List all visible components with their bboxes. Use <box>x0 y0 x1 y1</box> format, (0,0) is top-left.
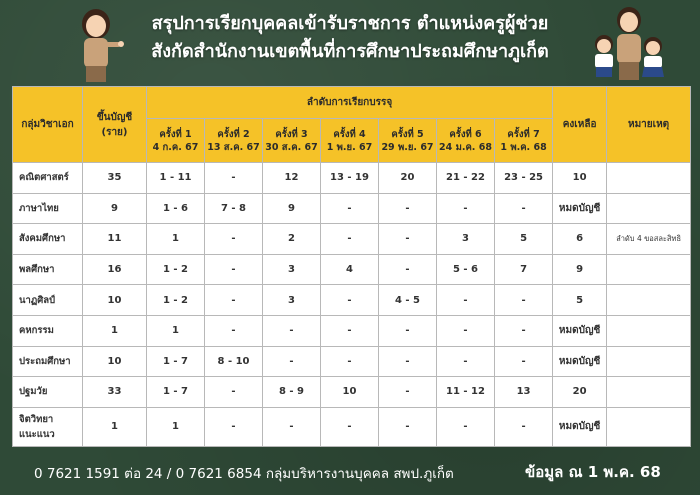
cell-call-4: - <box>321 346 379 377</box>
table-row <box>13 285 691 316</box>
cell-subject: พลศึกษา <box>13 254 83 285</box>
cell-registered: 1 <box>83 315 147 346</box>
cell-remaining: 20 <box>553 377 607 408</box>
header-call-5 <box>379 119 437 163</box>
call-label: ครั้งที่ 4 <box>333 128 366 140</box>
page-title-line1: สรุปการเรียกบุคคลเข้ารับราชการ ตำแหน่งครูผู้ช่วย <box>151 13 549 34</box>
call-label: ครั้งที่ 6 <box>449 128 482 140</box>
call-date: 4 ก.ค. 67 <box>152 141 199 153</box>
cell-note <box>607 315 691 346</box>
call-date: 13 ส.ค. 67 <box>207 141 260 153</box>
cell-call-7: 5 <box>495 224 553 255</box>
cell-call-3: - <box>263 346 321 377</box>
cell-call-4: - <box>321 285 379 316</box>
cell-note <box>607 163 691 194</box>
cell-remaining: 5 <box>553 285 607 316</box>
header-subject: กลุ่มวิชาเอก <box>13 87 83 163</box>
student-illustration-boy <box>590 34 618 78</box>
cell-call-3: 3 <box>263 285 321 316</box>
cell-call-5: - <box>379 377 437 408</box>
cell-call-4: - <box>321 193 379 224</box>
cell-call-5: - <box>379 224 437 255</box>
table-row <box>13 224 691 255</box>
cell-call-2: - <box>205 377 263 408</box>
call-date: 29 พ.ย. 67 <box>381 141 434 153</box>
cell-call-5: - <box>379 315 437 346</box>
cell-call-6: - <box>437 315 495 346</box>
cell-call-7: 23 - 25 <box>495 163 553 194</box>
cell-call-3: 8 - 9 <box>263 377 321 408</box>
cell-call-1: 1 <box>147 224 205 255</box>
table-row <box>13 407 691 446</box>
cell-call-6: - <box>437 346 495 377</box>
cell-call-4: - <box>321 315 379 346</box>
cell-call-7: - <box>495 193 553 224</box>
header-call-4 <box>321 119 379 163</box>
call-label: ครั้งที่ 2 <box>217 128 250 140</box>
cell-subject: คณิตศาสตร์ <box>13 163 83 194</box>
cell-registered: 10 <box>83 346 147 377</box>
cell-subject: ภาษาไทย <box>13 193 83 224</box>
cell-call-5: - <box>379 346 437 377</box>
page-title-line2: สังกัดสำนักงานเขตพื้นที่การศึกษาประถมศึกษาภูเก็ต <box>151 41 549 62</box>
cell-subject: จิตวิทยา แนะแนว <box>13 407 83 446</box>
recruitment-table <box>12 86 691 447</box>
cell-call-3: 9 <box>263 193 321 224</box>
cell-note: ลำดับ 4 ขอสละสิทธิ <box>607 224 691 255</box>
cell-call-2: - <box>205 254 263 285</box>
cell-remaining: หมดบัญชี <box>553 193 607 224</box>
cell-remaining: หมดบัญชี <box>553 346 607 377</box>
cell-call-7: 7 <box>495 254 553 285</box>
cell-call-2: - <box>205 407 263 446</box>
cell-note <box>607 193 691 224</box>
cell-call-6: 11 - 12 <box>437 377 495 408</box>
cell-call-1: 1 - 11 <box>147 163 205 194</box>
cell-call-7: - <box>495 407 553 446</box>
call-date: 1 พ.ค. 68 <box>500 141 547 153</box>
call-label: ครั้งที่ 7 <box>507 128 540 140</box>
cell-call-3: - <box>263 407 321 446</box>
table-row <box>13 163 691 194</box>
cell-call-1: 1 <box>147 315 205 346</box>
contact-info: 0 7621 1591 ต่อ 24 / 0 7621 6854 กลุ่มบริหารงานบุคคล สพป.ภูเก็ต <box>34 466 454 482</box>
cell-call-5: 4 - 5 <box>379 285 437 316</box>
header-registered: ขึ้นบัญชี (ราย) <box>83 87 147 163</box>
cell-subject: ประถมศึกษา <box>13 346 83 377</box>
cell-subject: คหกรรม <box>13 315 83 346</box>
cell-call-1: 1 <box>147 407 205 446</box>
call-label: ครั้งที่ 5 <box>391 128 424 140</box>
cell-call-3: - <box>263 315 321 346</box>
cell-call-2: - <box>205 224 263 255</box>
cell-call-5: - <box>379 254 437 285</box>
cell-subject: ปฐมวัย <box>13 377 83 408</box>
cell-call-1: 1 - 6 <box>147 193 205 224</box>
cell-remaining: หมดบัญชี <box>553 407 607 446</box>
cell-call-3: 2 <box>263 224 321 255</box>
cell-registered: 1 <box>83 407 147 446</box>
table-row <box>13 193 691 224</box>
header-note: หมายเหตุ <box>607 87 691 163</box>
table-row <box>13 254 691 285</box>
cell-note <box>607 377 691 408</box>
cell-call-4: - <box>321 407 379 446</box>
cell-registered: 11 <box>83 224 147 255</box>
cell-registered: 9 <box>83 193 147 224</box>
call-label: ครั้งที่ 1 <box>159 128 192 140</box>
cell-remaining: 10 <box>553 163 607 194</box>
cell-call-2: 7 - 8 <box>205 193 263 224</box>
cell-call-3: 12 <box>263 163 321 194</box>
cell-call-2: - <box>205 315 263 346</box>
cell-call-1: 1 - 2 <box>147 285 205 316</box>
cell-remaining: หมดบัญชี <box>553 315 607 346</box>
cell-note <box>607 285 691 316</box>
cell-call-1: 1 - 2 <box>147 254 205 285</box>
table-row <box>13 315 691 346</box>
cell-registered: 16 <box>83 254 147 285</box>
cell-call-4: 10 <box>321 377 379 408</box>
header-call-3 <box>263 119 321 163</box>
call-date: 24 ม.ค. 68 <box>439 141 492 153</box>
cell-registered: 35 <box>83 163 147 194</box>
cell-call-6: 5 - 6 <box>437 254 495 285</box>
call-date: 30 ส.ค. 67 <box>265 141 318 153</box>
cell-subject: สังคมศึกษา <box>13 224 83 255</box>
cell-call-5: 20 <box>379 163 437 194</box>
header-remaining: คงเหลือ <box>553 87 607 163</box>
header <box>0 0 700 84</box>
student-illustration-girl <box>640 36 666 78</box>
cell-note <box>607 254 691 285</box>
cell-call-6: - <box>437 285 495 316</box>
header-call-7 <box>495 119 553 163</box>
cell-call-6: - <box>437 407 495 446</box>
table-row <box>13 346 691 377</box>
cell-call-4: 13 - 19 <box>321 163 379 194</box>
cell-call-7: - <box>495 315 553 346</box>
data-as-of: ข้อมูล ณ 1 พ.ค. 68 <box>525 463 661 481</box>
cell-note <box>607 407 691 446</box>
cell-call-4: 4 <box>321 254 379 285</box>
cell-call-1: 1 - 7 <box>147 377 205 408</box>
cell-remaining: 9 <box>553 254 607 285</box>
cell-call-6: 21 - 22 <box>437 163 495 194</box>
cell-call-5: - <box>379 193 437 224</box>
call-date: 1 พ.ย. 67 <box>326 141 373 153</box>
cell-call-7: 13 <box>495 377 553 408</box>
cell-call-3: 3 <box>263 254 321 285</box>
cell-remaining: 6 <box>553 224 607 255</box>
cell-call-5: - <box>379 407 437 446</box>
cell-call-4: - <box>321 224 379 255</box>
table-row <box>13 377 691 408</box>
cell-subject: นาฏศิลป์ <box>13 285 83 316</box>
cell-registered: 33 <box>83 377 147 408</box>
cell-call-6: 3 <box>437 224 495 255</box>
cell-call-6: - <box>437 193 495 224</box>
header-call-1 <box>147 119 205 163</box>
cell-call-2: - <box>205 285 263 316</box>
cell-call-7: - <box>495 346 553 377</box>
call-label: ครั้งที่ 3 <box>275 128 308 140</box>
cell-registered: 10 <box>83 285 147 316</box>
header-calls-group: ลำดับการเรียกบรรจุ <box>147 87 553 119</box>
cell-call-7: - <box>495 285 553 316</box>
cell-call-2: - <box>205 163 263 194</box>
cell-call-1: 1 - 7 <box>147 346 205 377</box>
header-call-6 <box>437 119 495 163</box>
cell-call-2: 8 - 10 <box>205 346 263 377</box>
header-call-2 <box>205 119 263 163</box>
cell-note <box>607 346 691 377</box>
